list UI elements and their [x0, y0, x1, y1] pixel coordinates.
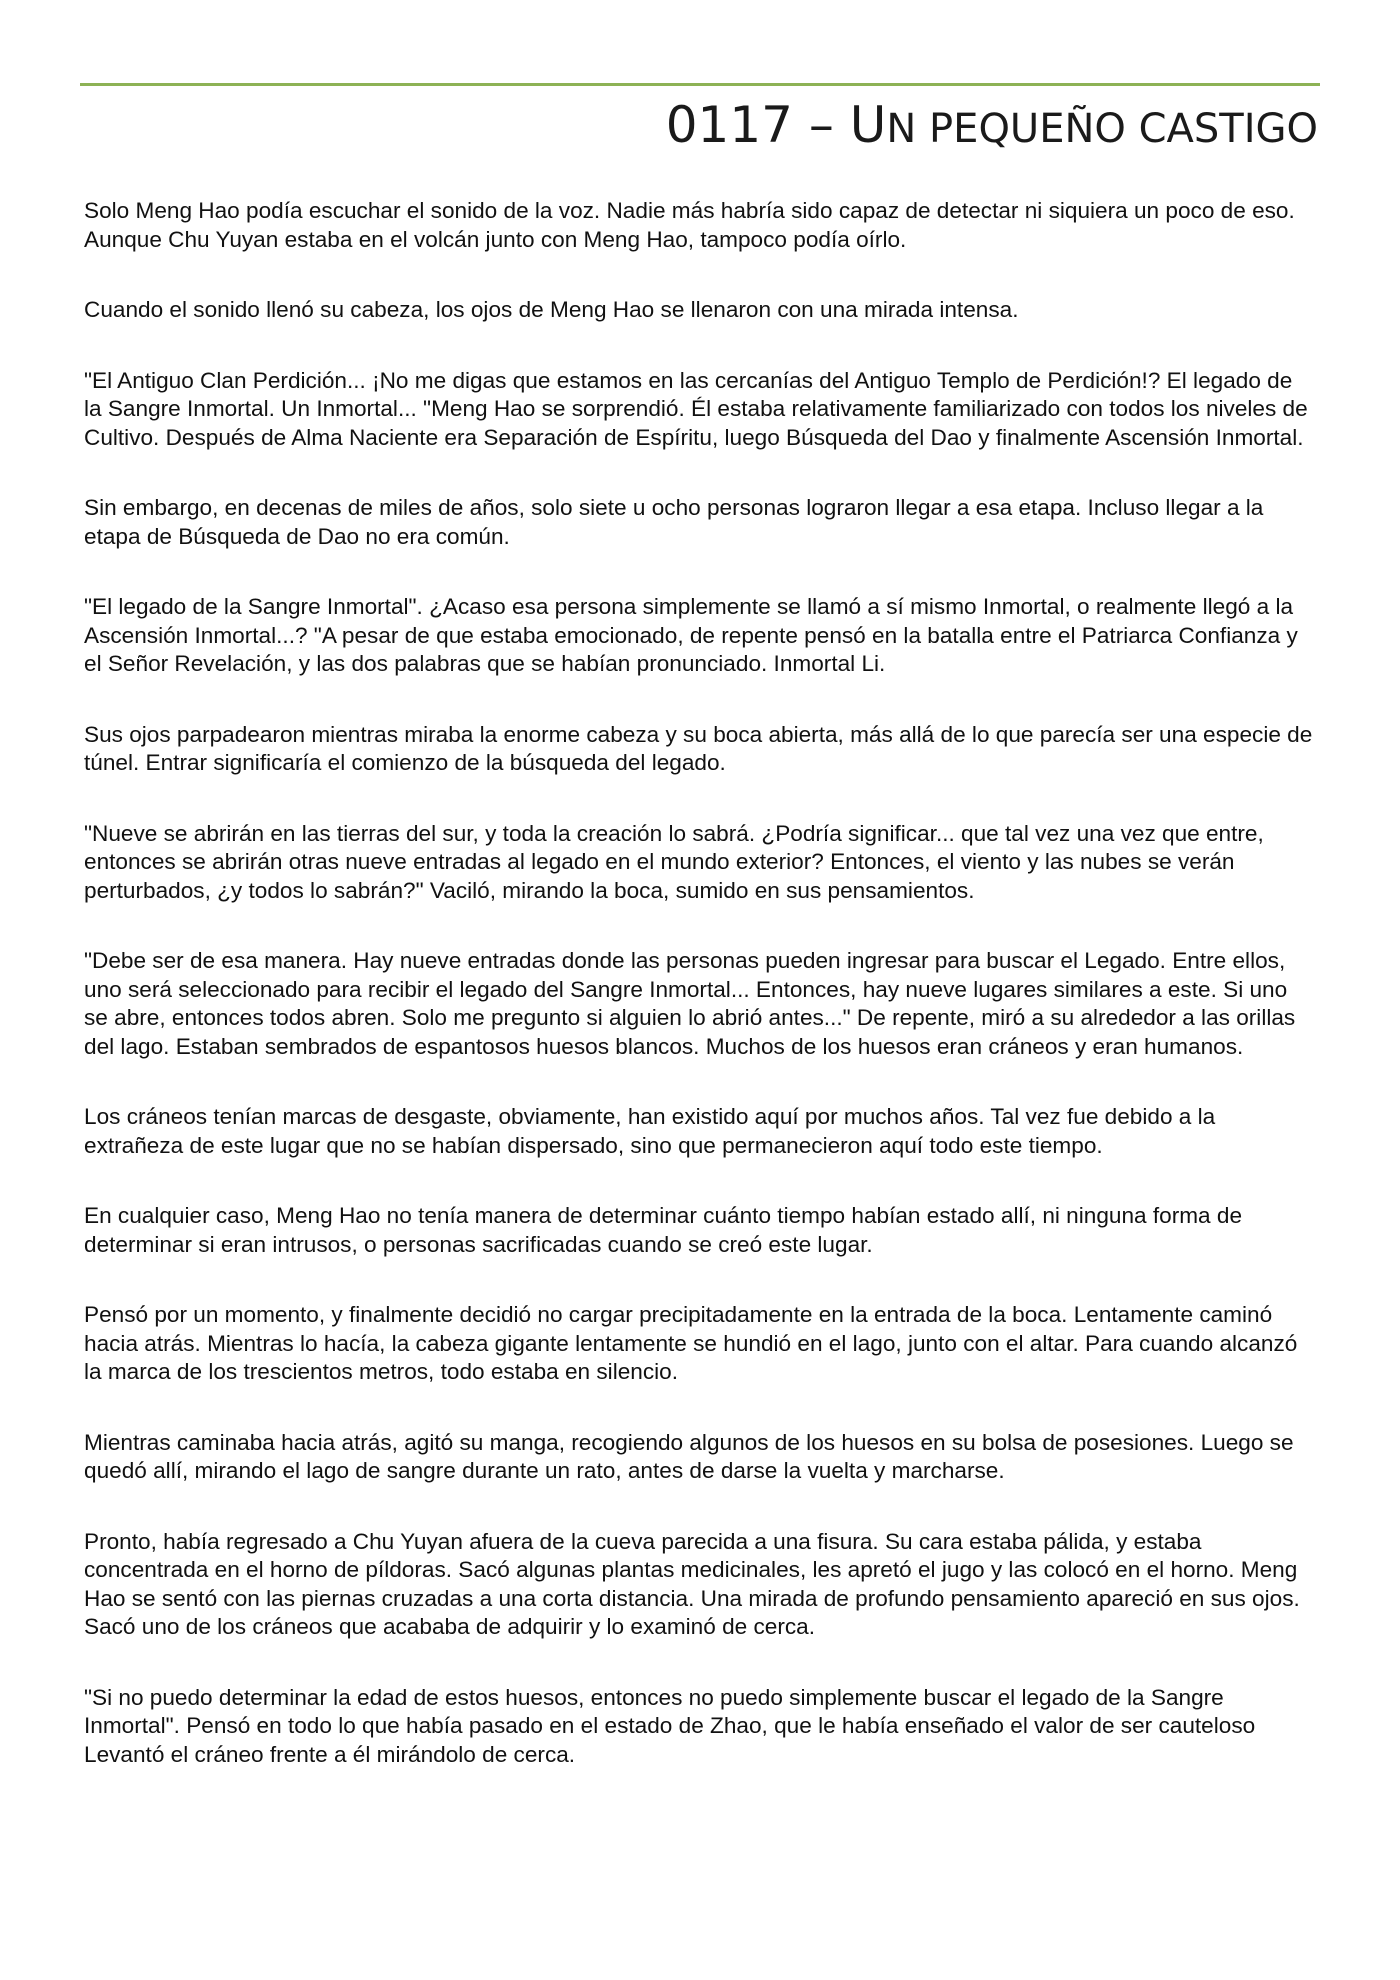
- paragraph: Sin embargo, en decenas de miles de años, solo siete u ocho personas lograron llegar a esa etapa. Incluso llegar a la etapa de Búsqueda de Dao no era común.: [84, 495, 1264, 549]
- chapter-number: 0117: [665, 96, 793, 154]
- paragraph: Mientras caminaba hacia atrás, agitó su manga, recogiendo algunos de los huesos en su bolsa de posesiones. Luego se quedó allí, mirando el lago de sangre durante un rato, antes de darse la vuelta y marcharse.: [84, 1429, 1294, 1483]
- paragraph: Cuando el sonido llenó su cabeza, los ojos de Meng Hao se llenaron con una mirada intensa.: [84, 297, 1019, 322]
- paragraph: "Debe ser de esa manera. Hay nueve entradas donde las personas pueden ingresar para buscar el Legado. Entre ellos, uno será seleccionado para recibir el legado del Sangre Inmortal... Entonces, hay nueve lugares similares a este. Si uno se abre, entonces todos abren. Solo me pregunto si alguien lo abrió antes..." De repente, miró a su alrededor a las orillas del lago. Estaban sembrados de espantosos huesos blancos. Muchos de los huesos eran cráneos y eran humanos.: [84, 948, 1296, 1059]
- paragraph: Los cráneos tenían marcas de desgaste, obviamente, han existido aquí por muchos años. Tal vez fue debido a la extrañeza de este lugar que no se habían dispersado, sino que permanecieron aquí todo este tiempo.: [84, 1104, 1216, 1158]
- paragraph: Pensó por un momento, y finalmente decidió no cargar precipitadamente en la entrada de la boca. Lentamente caminó hacia atrás. Mientras lo hacía, la cabeza gigante lentamente se hundió en el lago, junto con el altar. Para cuando alcanzó la marca de los trescientos metros, todo estaba en silencio.: [84, 1302, 1298, 1384]
- paragraph: Sus ojos parpadearon mientras miraba la enorme cabeza y su boca abierta, más allá de lo que parecía ser una especie de túnel. Entrar significaría el comienzo de la búsqueda del legado.: [84, 721, 1313, 775]
- chapter-dash: –: [808, 96, 834, 154]
- chapter-title-rest: N PEQUEÑO CASTIGO: [886, 106, 1318, 152]
- paragraph: "Nueve se abrirán en las tierras del sur, y toda la creación lo sabrá. ¿Podría significar... que tal vez una vez que entre, entonces se abrirán otras nueve entradas al legado en el mundo exterior? Entonces, el viento y las nubes se verán perturbados, ¿y todos lo sabrán?" Vaciló, mirando la boca, sumido en sus pensamientos.: [84, 820, 1264, 903]
- header-rule: [80, 83, 1320, 86]
- paragraph: "Si no puedo determinar la edad de estos huesos, entonces no puedo simplemente buscar el legado de la Sangre Inmortal". Pensó en todo lo que había pasado en el estado de Zhao, que le había enseñado el valor de ser cauteloso Levantó el cráneo frente a él mirándolo de cerca.: [84, 1684, 1256, 1767]
- paragraph: "El Antiguo Clan Perdición... ¡No me digas que estamos en las cercanías del Antiguo Templo de Perdición!? El legado de la Sangre Inmortal. Un Inmortal... "Meng Hao se sorprendió. Él estaba relativamente familiarizado con todos los niveles de Cultivo. Después de Alma Naciente era Separación de Espíritu, luego Búsqueda del Dao y finalmente Ascensión Inmortal.: [84, 367, 1308, 450]
- paragraph: Pronto, había regresado a Chu Yuyan afuera de la cueva parecida a una fisura. Su cara estaba pálida, y estaba concentrada en el horno de píldoras. Sacó algunas plantas medicinales, les apretó el jugo y las colocó en el horno. Meng Hao se sentó con las piernas cruzadas a una corta distancia. Una mirada de profundo pensamiento apareció en sus ojos. Sacó uno de los cráneos que acababa de adquirir y lo examinó de cerca.: [84, 1528, 1300, 1639]
- paragraph: En cualquier caso, Meng Hao no tenía manera de determinar cuánto tiempo habían estado allí, ni ninguna forma de determinar si eran intrusos, o personas sacrificadas cuando se creó este lugar.: [84, 1203, 1243, 1257]
- chapter-body: [84, 197, 1316, 1769]
- chapter-title-initial: U: [849, 96, 887, 154]
- paragraph: Solo Meng Hao podía escuchar el sonido de la voz. Nadie más habría sido capaz de detectar ni siquiera un poco de eso. Aunque Chu Yuyan estaba en el volcán junto con Meng Hao, tampoco podía oírlo.: [84, 198, 1295, 252]
- chapter-title: [665, 96, 1318, 154]
- paragraph: "El legado de la Sangre Inmortal". ¿Acaso esa persona simplemente se llamó a sí mismo Inmortal, o realmente llegó a la Ascensión Inmortal...? "A pesar de que estaba emocionado, de repente pensó en la batalla entre el Patriarca Confianza y el Señor Revelación, y las dos palabras que se habían pronunciado. Inmortal Li.: [84, 594, 1298, 676]
